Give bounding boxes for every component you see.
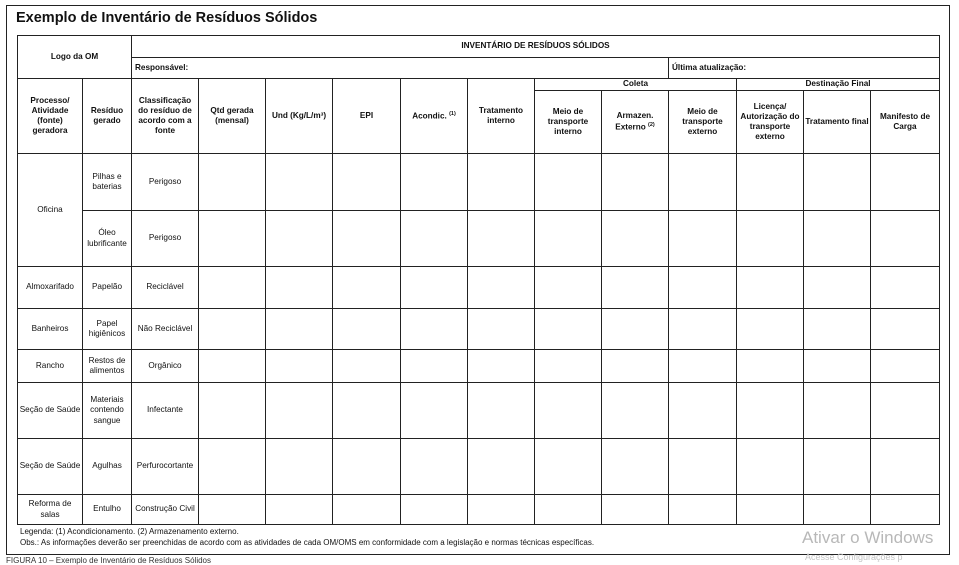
empty-cell — [468, 267, 535, 309]
empty-cell — [468, 350, 535, 383]
empty-cell — [804, 211, 871, 267]
empty-cell — [737, 383, 804, 439]
header-armazen: Armazen. Externo $^{(2)}$ — [602, 91, 669, 154]
windows-activation-subtext: Acesse Configurações p — [805, 552, 903, 562]
empty-cell — [401, 211, 468, 267]
table-row — [18, 154, 940, 211]
empty-cell — [468, 154, 535, 211]
residuo-cell: Agulhas — [83, 439, 132, 495]
empty-cell — [199, 154, 266, 211]
empty-cell — [401, 309, 468, 350]
empty-cell — [871, 350, 940, 383]
empty-cell — [804, 309, 871, 350]
empty-cell — [804, 267, 871, 309]
classificacao-cell: Reciclável — [132, 267, 199, 309]
empty-cell — [804, 350, 871, 383]
empty-cell — [333, 309, 401, 350]
header-processo: Processo/ Atividade (fonte) geradora — [18, 79, 83, 154]
empty-cell — [669, 267, 737, 309]
residuo-cell: Restos de alimentos — [83, 350, 132, 383]
empty-cell — [871, 309, 940, 350]
empty-cell — [266, 350, 333, 383]
empty-cell — [871, 383, 940, 439]
empty-cell — [266, 211, 333, 267]
ultima-atualizacao-field: Última atualização: — [669, 58, 940, 79]
empty-cell — [401, 383, 468, 439]
coleta-group: Coleta — [535, 79, 737, 91]
empty-cell — [737, 495, 804, 525]
residuo-cell: Entulho — [83, 495, 132, 525]
residuo-cell: Óleo lubrificante — [83, 211, 132, 267]
empty-cell — [669, 211, 737, 267]
empty-cell — [602, 439, 669, 495]
empty-cell — [333, 495, 401, 525]
empty-cell — [333, 383, 401, 439]
residuo-cell: Papel higiênicos — [83, 309, 132, 350]
empty-cell — [266, 154, 333, 211]
empty-cell — [602, 495, 669, 525]
empty-cell — [669, 439, 737, 495]
header-licenca: Licença/ Autorização do transporte externo — [737, 91, 804, 154]
empty-cell — [401, 350, 468, 383]
logo-cell: Logo da OM — [18, 36, 132, 79]
empty-cell — [535, 383, 602, 439]
empty-cell — [535, 154, 602, 211]
empty-cell — [669, 383, 737, 439]
empty-cell — [602, 267, 669, 309]
header-meio-interno: Meio de transporte interno — [535, 91, 602, 154]
header-epi: EPI — [333, 79, 401, 154]
empty-cell — [804, 154, 871, 211]
empty-cell — [199, 267, 266, 309]
empty-cell — [737, 309, 804, 350]
header-qtd: Qtd gerada (mensal) — [199, 79, 266, 154]
empty-cell — [535, 495, 602, 525]
empty-cell — [199, 211, 266, 267]
empty-cell — [737, 154, 804, 211]
empty-cell — [401, 439, 468, 495]
empty-cell — [871, 211, 940, 267]
classificacao-cell: Não Reciclável — [132, 309, 199, 350]
empty-cell — [333, 211, 401, 267]
processo-cell: Banheiros — [18, 309, 83, 350]
classificacao-cell: Construção Civil — [132, 495, 199, 525]
empty-cell — [266, 439, 333, 495]
classificacao-cell: Orgânico — [132, 350, 199, 383]
empty-cell — [602, 211, 669, 267]
empty-cell — [669, 154, 737, 211]
header-acondic: Acondic. $^{(1)}$ — [401, 79, 468, 154]
inventory-heading: INVENTÁRIO DE RESÍDUOS SÓLIDOS — [132, 36, 940, 58]
empty-cell — [871, 439, 940, 495]
empty-cell — [199, 309, 266, 350]
empty-cell — [737, 350, 804, 383]
empty-cell — [737, 267, 804, 309]
header-und: Und (Kg/L/m³) — [266, 79, 333, 154]
empty-cell — [602, 350, 669, 383]
header-tratamento-final: Tratamento final — [804, 91, 871, 154]
empty-cell — [871, 154, 940, 211]
empty-cell — [804, 383, 871, 439]
empty-cell — [266, 495, 333, 525]
empty-cell — [535, 267, 602, 309]
table-row — [18, 350, 940, 383]
empty-cell — [199, 439, 266, 495]
table-row — [18, 439, 940, 495]
residuo-cell: Pilhas e baterias — [83, 154, 132, 211]
table-row — [18, 211, 940, 267]
processo-cell: Seção de Saúde — [18, 383, 83, 439]
empty-cell — [333, 267, 401, 309]
empty-cell — [535, 350, 602, 383]
classificacao-cell: Infectante — [132, 383, 199, 439]
page-title: Exemplo de Inventário de Resíduos Sólidos — [16, 10, 318, 26]
classificacao-cell: Perfurocortante — [132, 439, 199, 495]
residuo-cell: Materiais contendo sangue — [83, 383, 132, 439]
empty-cell — [468, 211, 535, 267]
empty-cell — [468, 495, 535, 525]
empty-cell — [401, 267, 468, 309]
figure-caption: FIGURA 10 – Exemplo de Inventário de Resíduos Sólidos — [6, 556, 211, 565]
empty-cell — [401, 154, 468, 211]
processo-cell: Rancho — [18, 350, 83, 383]
empty-cell — [199, 495, 266, 525]
empty-cell — [804, 495, 871, 525]
responsavel-field: Responsável: — [132, 58, 669, 79]
processo-cell: Oficina — [18, 154, 83, 267]
empty-cell — [468, 309, 535, 350]
empty-cell — [333, 350, 401, 383]
empty-cell — [737, 439, 804, 495]
empty-cell — [468, 439, 535, 495]
empty-cell — [669, 309, 737, 350]
table-row — [18, 267, 940, 309]
empty-cell — [468, 383, 535, 439]
empty-cell — [669, 495, 737, 525]
classificacao-cell: Perigoso — [132, 211, 199, 267]
empty-cell — [535, 309, 602, 350]
empty-cell — [266, 309, 333, 350]
empty-cell — [535, 211, 602, 267]
empty-cell — [602, 383, 669, 439]
empty-cell — [199, 383, 266, 439]
empty-cell — [266, 267, 333, 309]
legend-note: Legenda: (1) Acondicionamento. (2) Armazenamento externo. — [20, 527, 239, 536]
empty-cell — [669, 350, 737, 383]
empty-cell — [602, 309, 669, 350]
processo-cell: Almoxarifado — [18, 267, 83, 309]
header-residuo: Resíduo gerado — [83, 79, 132, 154]
empty-cell — [333, 154, 401, 211]
empty-cell — [266, 383, 333, 439]
processo-cell: Seção de Saúde — [18, 439, 83, 495]
empty-cell — [737, 211, 804, 267]
empty-cell — [804, 439, 871, 495]
empty-cell — [871, 495, 940, 525]
empty-cell — [401, 495, 468, 525]
header-meio-externo: Meio de transporte externo — [669, 91, 737, 154]
table-row — [18, 495, 940, 525]
residuo-cell: Papelão — [83, 267, 132, 309]
classificacao-cell: Perigoso — [132, 154, 199, 211]
inventory-table — [17, 35, 940, 525]
table-row — [18, 383, 940, 439]
windows-activation-watermark: Ativar o Windows — [802, 528, 934, 547]
empty-cell — [602, 154, 669, 211]
empty-cell — [333, 439, 401, 495]
obs-note: Obs.: As informações deverão ser preenchidas de acordo com as atividades de cada OM/OMS em conformidade com a legislação e normas técnicas específicas. — [20, 538, 595, 547]
empty-cell — [871, 267, 940, 309]
header-classificacao: Classificação do resíduo de acordo com a fonte — [132, 79, 199, 154]
inventory-body — [18, 154, 940, 525]
empty-cell — [535, 439, 602, 495]
empty-cell — [199, 350, 266, 383]
table-row — [18, 309, 940, 350]
processo-cell: Reforma de salas — [18, 495, 83, 525]
header-manifesto: Manifesto de Carga — [871, 91, 940, 154]
destinacao-group: Destinação Final — [737, 79, 940, 91]
header-tratamento-interno: Tratamento interno — [468, 79, 535, 154]
